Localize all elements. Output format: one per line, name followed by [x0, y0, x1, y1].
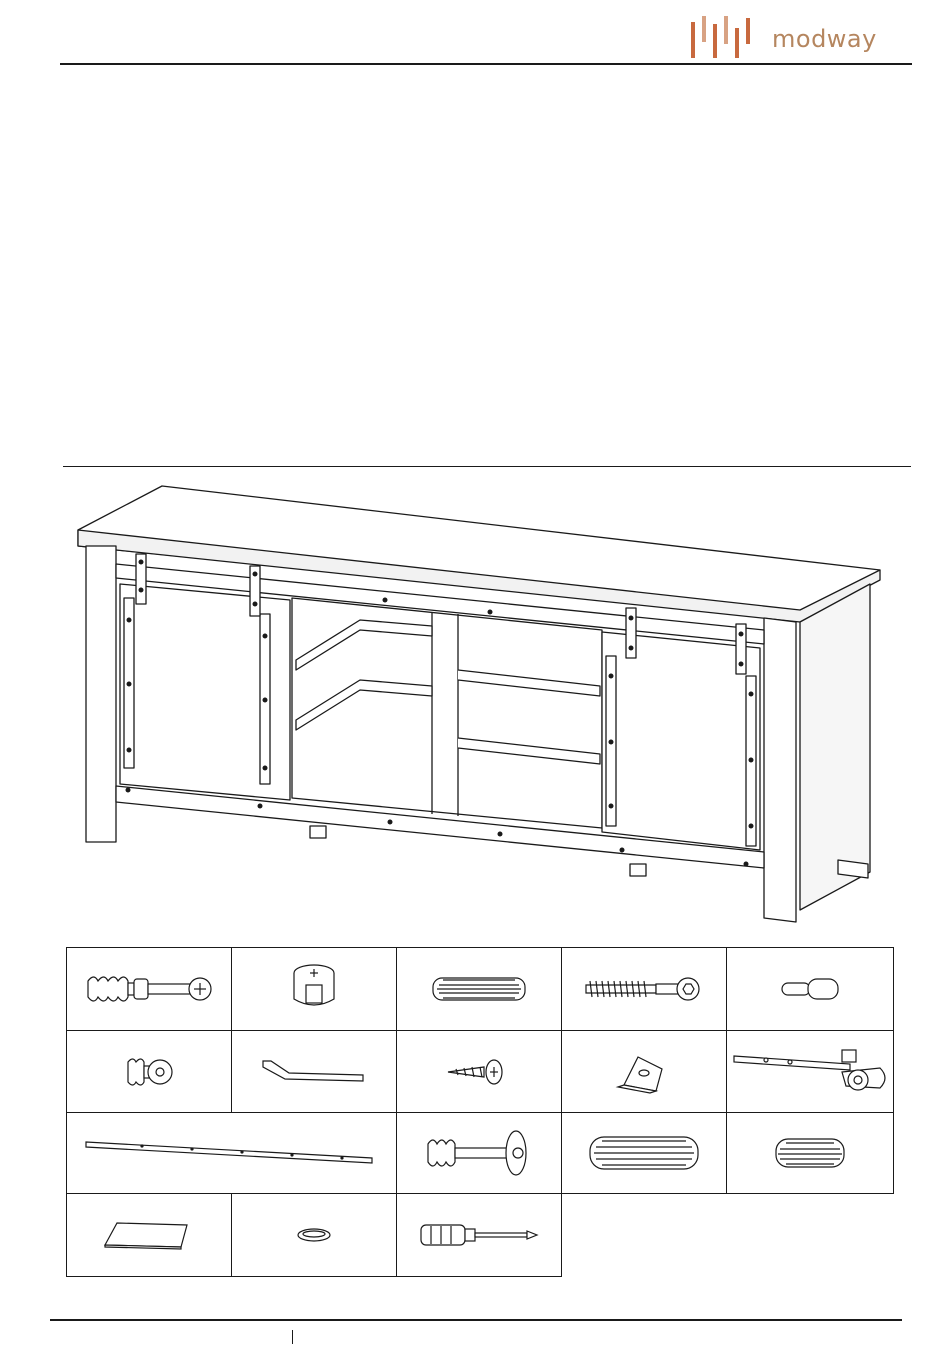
cam-bolt-long-icon	[396, 1112, 562, 1194]
section-rule	[63, 466, 911, 467]
long-screw-icon	[561, 947, 727, 1031]
footer-divider	[292, 1330, 293, 1344]
corner-bracket-icon	[561, 1030, 727, 1113]
cam-lock-icon	[231, 947, 397, 1031]
logo-bars-icon	[688, 14, 764, 60]
header-rule	[60, 63, 912, 65]
short-cam-bolt-icon	[66, 1030, 232, 1113]
sliding-rail-icon	[66, 1112, 397, 1194]
wood-dowel-icon	[396, 947, 562, 1031]
brand-name: modway	[772, 25, 877, 53]
wood-screw-icon	[396, 1030, 562, 1113]
shelf-pin-icon	[726, 947, 894, 1031]
door-hanger-roller-icon	[726, 1030, 894, 1113]
screwdriver-icon	[396, 1193, 562, 1277]
cover-cap-icon	[231, 1193, 397, 1277]
brand-logo	[688, 14, 877, 60]
footer-rule	[50, 1319, 902, 1321]
tv-stand-illustration	[70, 480, 890, 930]
cam-bolt-icon	[66, 947, 232, 1031]
felt-pad-icon	[66, 1193, 232, 1277]
allen-key-icon	[231, 1030, 397, 1113]
small-dowel-icon	[726, 1112, 894, 1194]
hardware-grid	[66, 947, 896, 1277]
large-dowel-icon	[561, 1112, 727, 1194]
